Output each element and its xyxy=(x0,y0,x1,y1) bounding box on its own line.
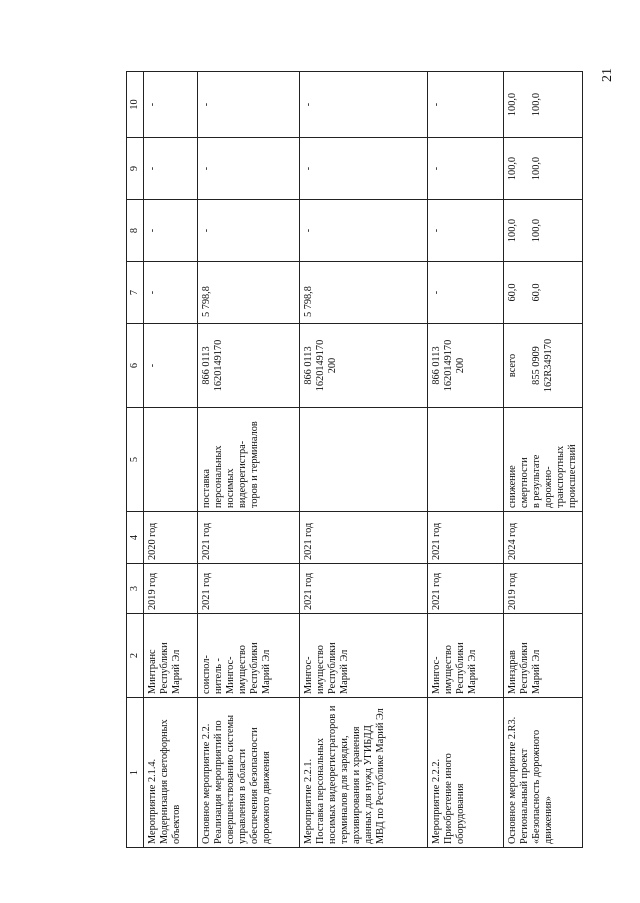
value-cell: - xyxy=(300,200,428,262)
result-cell xyxy=(300,408,428,512)
value-cell: - xyxy=(428,200,504,262)
value-cell: 5 798,8 xyxy=(198,262,300,324)
value-cell: - xyxy=(428,138,504,200)
code-cell: 866 0113 1620149170 200 xyxy=(428,324,504,408)
value-cell: - xyxy=(428,72,504,138)
header-cell: 7 xyxy=(127,262,144,324)
header-cell: 10 xyxy=(127,72,144,138)
value-cell: - xyxy=(144,262,198,324)
executor-cell: Минтранс Республики Марий Эл xyxy=(144,614,198,698)
end-cell: 2021 год xyxy=(300,512,428,564)
value-cell: - xyxy=(144,72,198,138)
event-cell: Основное мероприятие 2.R3. Региональный проект «Безопасность дорожного движения» xyxy=(504,698,583,848)
value-cell: 100,0 100,0 xyxy=(504,138,583,200)
executor-cell: Минздрав Республики Марий Эл xyxy=(504,614,583,698)
page-number: 21 xyxy=(600,68,615,82)
start-cell: 2019 год xyxy=(144,564,198,614)
program-table xyxy=(126,71,583,848)
header-cell: 5 xyxy=(127,408,144,512)
header-cell: 2 xyxy=(127,614,144,698)
value-cell: - xyxy=(144,138,198,200)
event-cell: Мероприятие 2.2.1. Поставка персональных носимых видеорегистраторов и терминалов для зарядки, архивирования и хранения данных для нужд УГИБДД МВД по Республике Марий Эл xyxy=(300,698,428,848)
value-cell: - xyxy=(144,200,198,262)
table-row xyxy=(198,72,300,848)
start-cell: 2019 год xyxy=(504,564,583,614)
end-cell: 2024 год xyxy=(504,512,583,564)
header-row xyxy=(127,72,144,848)
code-cell: 866 0113 1620149170 xyxy=(198,324,300,408)
header-cell: 1 xyxy=(127,698,144,848)
executor-cell: Мингос- имущество Республики Марий Эл xyxy=(300,614,428,698)
result-cell xyxy=(144,408,198,512)
result-cell xyxy=(428,408,504,512)
end-cell: 2021 год xyxy=(198,512,300,564)
event-cell: Мероприятие 2.1.4. Модернизация светофорных объектов xyxy=(144,698,198,848)
value-cell: - xyxy=(198,200,300,262)
end-cell: 2021 год xyxy=(428,512,504,564)
header-cell: 4 xyxy=(127,512,144,564)
value-cell: - xyxy=(300,138,428,200)
code-cell: 866 0113 1620149170 200 xyxy=(300,324,428,408)
value-cell: - xyxy=(198,138,300,200)
code-cell: всего 855 0909 162R349170 xyxy=(504,324,583,408)
value-cell: - xyxy=(428,262,504,324)
start-cell: 2021 год xyxy=(198,564,300,614)
header-cell: 8 xyxy=(127,200,144,262)
header-cell: 6 xyxy=(127,324,144,408)
rotated-table-container xyxy=(126,72,578,848)
event-cell: Основное мероприятие 2.2. Реализация мероприятий по совершенствованию системы управления в области обеспечения безопасности дорожного движения xyxy=(198,698,300,848)
value-cell: - xyxy=(198,72,300,138)
table-row xyxy=(300,72,428,848)
end-cell: 2020 год xyxy=(144,512,198,564)
table-row xyxy=(428,72,504,848)
header-cell: 9 xyxy=(127,138,144,200)
code-cell: - xyxy=(144,324,198,408)
value-cell: - xyxy=(300,72,428,138)
value-cell: 60,0 60,0 xyxy=(504,262,583,324)
table-row xyxy=(504,72,583,848)
header-cell: 3 xyxy=(127,564,144,614)
result-cell: снижение смертности в результате дорожно- транспортных происшествий xyxy=(504,408,583,512)
value-cell: 100,0 100,0 xyxy=(504,200,583,262)
event-cell: Мероприятие 2.2.2. Приобретение иного оборудования xyxy=(428,698,504,848)
value-cell: 5 798,8 xyxy=(300,262,428,324)
executor-cell: Мингос- имущество Республики Марий Эл xyxy=(428,614,504,698)
start-cell: 2021 год xyxy=(300,564,428,614)
start-cell: 2021 год xyxy=(428,564,504,614)
table-row xyxy=(144,72,198,848)
result-cell: поставка персональных носимых видеорегистра- торов и терминалов xyxy=(198,408,300,512)
executor-cell: соиспол- нитель - Мингос- имущество Республики Марий Эл xyxy=(198,614,300,698)
value-cell: 100,0 100,0 xyxy=(504,72,583,138)
